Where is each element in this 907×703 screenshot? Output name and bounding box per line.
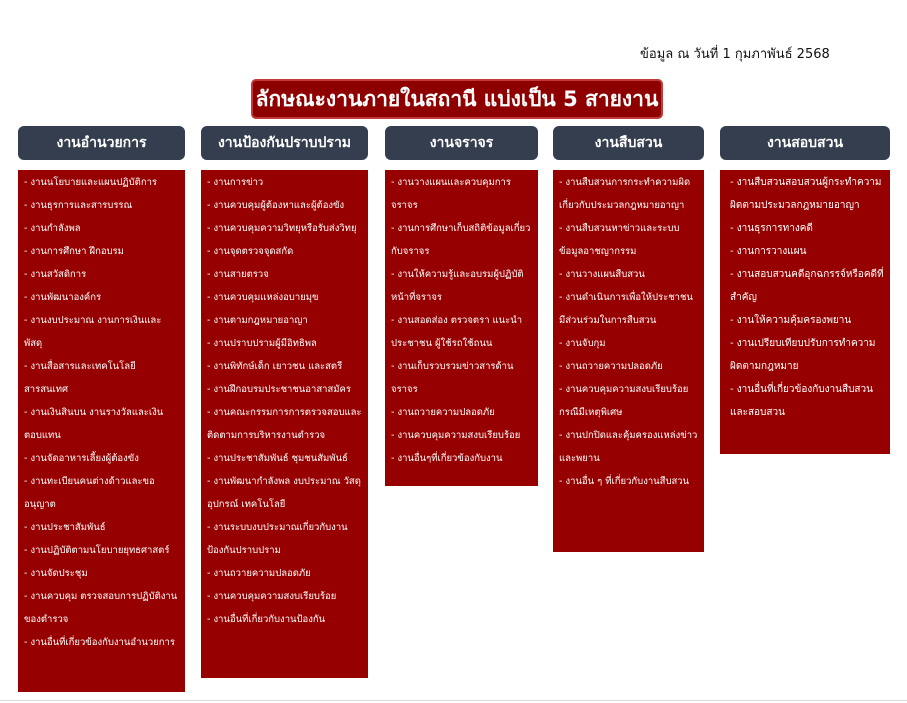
- task-item: - งานพิทักษ์เด็ก เยาวชน และสตรี: [207, 361, 343, 372]
- task-item: - งานพัฒนากำลังพล งบประมาณ วัสดุ อุปกรณ์ เทคโนโลยี: [207, 476, 361, 510]
- task-item: - งานการศึกษา ฝึกอบรม: [24, 246, 124, 257]
- task-item: - งานสืบสวนการกระทำความผิดเกี่ยวกับประมวลกฎหมายอาญา: [559, 177, 691, 211]
- task-item: - งานเก็บรวบรวมข่าวสารด้านจราจร: [391, 361, 514, 395]
- column-heading: งานป้องกันปราบปราม: [201, 126, 368, 160]
- column-heading: งานสอบสวน: [720, 126, 890, 160]
- task-item: - งานสวัสดิการ: [24, 269, 87, 280]
- column-inquiry: [720, 126, 890, 418]
- task-item: - งานประชาสัมพันธ์ ชุมชนสัมพันธ์: [207, 453, 348, 464]
- column-task-list: [201, 170, 368, 678]
- task-item: - งานประชาสัมพันธ์: [24, 522, 106, 533]
- column-task-list: [18, 170, 185, 692]
- task-item: - งานคณะกรรมการการตรวจสอบและติดตามการบริหารงานตำรวจ: [207, 407, 362, 441]
- task-item: - งานพัฒนาองค์กร: [24, 292, 102, 303]
- task-item: - งานควบคุมผู้ต้องหาและผู้ต้องขัง: [207, 200, 345, 211]
- column-task-list: [720, 170, 890, 454]
- column-heading: งานอำนวยการ: [18, 126, 185, 160]
- task-item: - งานจัดประชุม: [24, 568, 88, 579]
- task-item: - งานจัดอาหารเลี้ยงผู้ต้องขัง: [24, 453, 139, 464]
- task-item: - งานอื่นๆที่เกี่ยวข้องกับงาน: [391, 453, 503, 464]
- column-task-list: [553, 170, 704, 552]
- task-item: - งานควบคุมความสงบเรียบร้อย: [207, 591, 337, 602]
- task-item: - งานปฏิบัติตามนโยบายยุทธศาสตร์: [24, 545, 170, 556]
- task-item: - งานถวายความปลอดภัย: [207, 568, 311, 579]
- data-date-note: ข้อมูล ณ วันที่ 1 กุมภาพันธ์ 2568: [640, 47, 830, 62]
- task-item: - งานถวายความปลอดภัย: [559, 361, 663, 372]
- task-item: - งานธุรการและสารบรรณ: [24, 200, 133, 211]
- task-item: - งานปราบปรามผู้มีอิทธิพล: [207, 338, 317, 349]
- task-item: - งานทะเบียนคนต่างด้าวและขออนุญาต: [24, 476, 155, 510]
- column-administration: [18, 126, 185, 648]
- task-item: - งานควบคุมแหล่งอบายมุข: [207, 292, 319, 303]
- column-heading: งานจราจร: [385, 126, 538, 160]
- column-task-list: [385, 170, 538, 486]
- task-item: - งานงบประมาณ งานการเงินและพัสดุ: [24, 315, 162, 349]
- task-item: - งานระบบงบประมาณเกี่ยวกับงานป้องกันปราบปราม: [207, 522, 348, 556]
- task-item: - งานอื่นที่เกี่ยวกับงานป้องกัน: [207, 614, 326, 625]
- task-item: - งานสืบสวนสอบสวนผู้กระทำความผิดตามประมวลกฎหมายอาญา: [730, 177, 882, 211]
- task-item: - งานสายตรวจ: [207, 269, 269, 280]
- task-item: - งานสืบสวนหาข่าวและระบบข้อมูลอาชญากรรม: [559, 223, 680, 257]
- column-investigation: [553, 126, 704, 487]
- task-item: - งานถวายความปลอดภัย: [391, 407, 495, 418]
- task-item: - งานนโยบายและแผนปฏิบัติการ: [24, 177, 158, 188]
- task-item: - งานดำเนินการเพื่อให้ประชาชนมีส่วนร่วมในการสืบสวน: [559, 292, 693, 326]
- task-item: - งานสอบสวนคดีอุกฉกรรจ์หรือคดีที่สำคัญ: [730, 269, 884, 303]
- task-item: - งานสื่อสารและเทคโนโลยีสารสนเทศ: [24, 361, 136, 395]
- column-heading: งานสืบสวน: [553, 126, 704, 160]
- task-item: - งานวางแผนและควบคุมการจราจร: [391, 177, 511, 211]
- task-item: - งานกำลังพล: [24, 223, 81, 234]
- bottom-divider: [0, 700, 907, 701]
- task-item: - งานให้ความคุ้มครองพยาน: [730, 315, 852, 326]
- task-item: - งานควบคุมความวิทยุหรือรับส่งวิทยุ: [207, 223, 357, 234]
- task-item: - งานควบคุมความสงบเรียบร้อย: [391, 430, 521, 441]
- task-item: - งานเงินสินบน งานรางวัลและเงินตอบแทน: [24, 407, 164, 441]
- task-item: - งานปกปิดและคุ้มครองแหล่งข่าวและพยาน: [559, 430, 698, 464]
- task-item: - งานจับกุม: [559, 338, 606, 349]
- column-crime-prevention: [201, 126, 368, 625]
- task-item: - งานตามกฎหมายอาญา: [207, 315, 308, 326]
- task-item: - งานอื่น ๆ ที่เกี่ยวกับงานสืบสวน: [559, 476, 690, 487]
- task-item: - งานอื่นที่เกี่ยวข้องกับงานสืบสวนและสอบสวน: [730, 384, 873, 418]
- title-banner: ลักษณะงานภายในสถานี แบ่งเป็น 5 สายงาน: [251, 79, 663, 119]
- task-item: - งานควบคุม ตรวจสอบการปฏิบัติงานของตำรวจ: [24, 591, 178, 625]
- task-item: - งานควบคุมความสงบเรียบร้อยกรณีมีเหตุพิเศษ: [559, 384, 689, 418]
- task-item: - งานสอดส่อง ตรวจตรา แนะนำประชาชน ผู้ใช้รถใช้ถนน: [391, 315, 523, 349]
- task-item: - งานจุดตรวจจุดสกัด: [207, 246, 294, 257]
- task-item: - งานฝึกอบรมประชาชนอาสาสมัคร: [207, 384, 351, 395]
- task-item: - งานเปรียบเทียบปรับการทำความผิดตามกฎหมาย: [730, 338, 876, 372]
- task-item: - งานการวางแผน: [730, 246, 807, 257]
- task-item: - งานวางแผนสืบสวน: [559, 269, 645, 280]
- task-item: - งานธุรการทางคดี: [730, 223, 813, 234]
- task-item: - งานให้ความรู้และอบรมผู้ปฏิบัติหน้าที่จราจร: [391, 269, 524, 303]
- task-item: - งานการข่าว: [207, 177, 264, 188]
- task-item: - งานการศึกษาเก็บสถิติข้อมูลเกี่ยวกับจราจร: [391, 223, 531, 257]
- task-item: - งานอื่นที่เกี่ยวข้องกับงานอำนวยการ: [24, 637, 175, 648]
- column-traffic: [385, 126, 538, 464]
